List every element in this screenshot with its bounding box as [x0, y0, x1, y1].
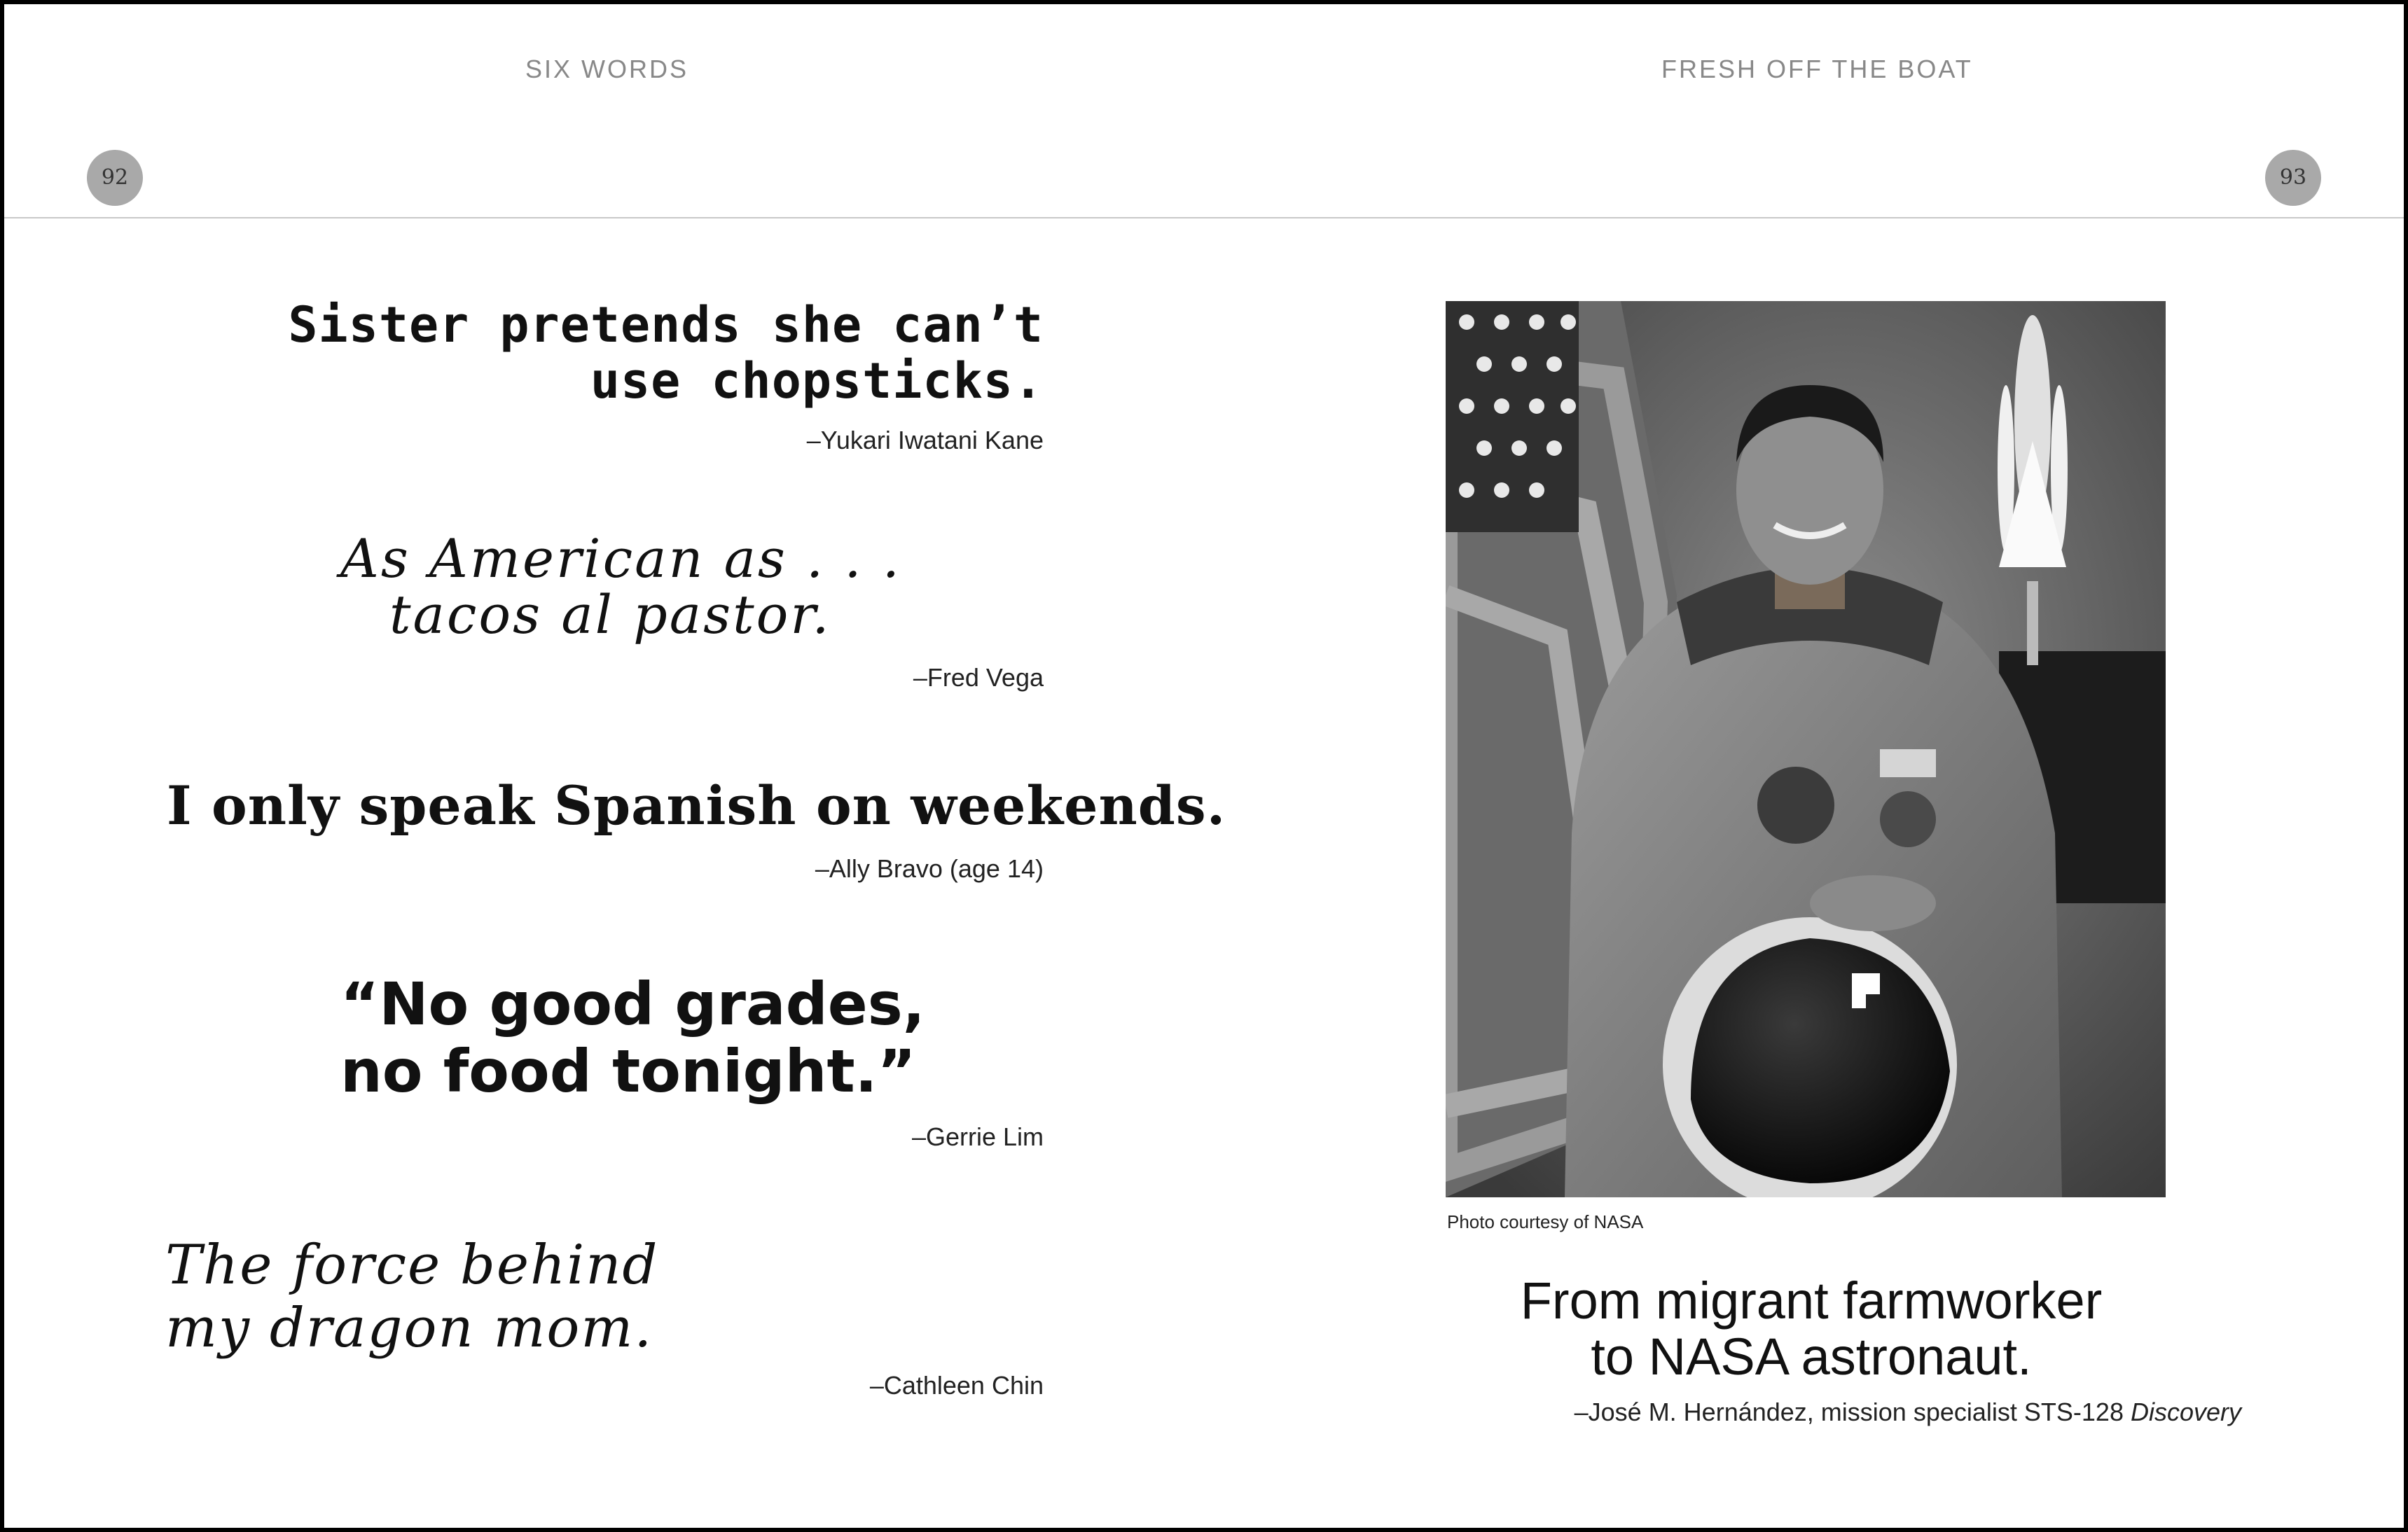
right-running-head: FRESH OFF THE BOAT: [1661, 55, 1973, 83]
quote-line: As American as . . .: [340, 527, 901, 590]
quote-2-author: –Fred Vega: [913, 663, 1044, 692]
header-divider: [4, 217, 2404, 218]
quote-1-author: –Yukari Iwatani Kane: [806, 426, 1044, 454]
quote-2: [340, 527, 901, 646]
quote-line: Sister pretends she can’t: [288, 296, 1044, 354]
feature-author-italic: Discovery: [2130, 1398, 2241, 1426]
quote-line: I only speak Spanish on weekends.: [167, 774, 1226, 837]
book-spread: [4, 4, 2404, 1528]
quote-5: [165, 1234, 658, 1360]
right-page-number: 93: [2265, 150, 2321, 206]
quote-line: From migrant farmworker: [1520, 1272, 2103, 1330]
quote-1: [288, 297, 1044, 409]
quote-line: tacos al pastor.: [389, 583, 831, 646]
feature-quote: [1454, 1273, 2168, 1385]
quote-line: use chopsticks.: [590, 352, 1044, 410]
quote-line: “No good grades,: [340, 970, 925, 1038]
quote-line: no food tonight.”: [340, 1037, 916, 1106]
photo-credit: Photo courtesy of NASA: [1447, 1211, 1644, 1232]
quote-line: The force behind: [165, 1234, 659, 1297]
left-running-head: SIX WORDS: [525, 55, 689, 83]
quote-4: [340, 970, 925, 1106]
feature-quote-author: [1575, 1398, 2241, 1427]
astronaut-photo: [1446, 301, 2166, 1197]
quote-line: to NASA astronaut.: [1591, 1328, 2032, 1386]
left-page-number: 92: [87, 150, 143, 206]
quote-3-author: –Ally Bravo (age 14): [815, 854, 1044, 883]
quote-4-author: –Gerrie Lim: [911, 1122, 1044, 1151]
quote-5-author: –Cathleen Chin: [869, 1371, 1044, 1400]
quote-3: [167, 774, 1226, 837]
feature-author-text: –José M. Hernández, mission specialist STS-128: [1574, 1398, 2131, 1426]
quote-line: my dragon mom.: [165, 1297, 653, 1360]
